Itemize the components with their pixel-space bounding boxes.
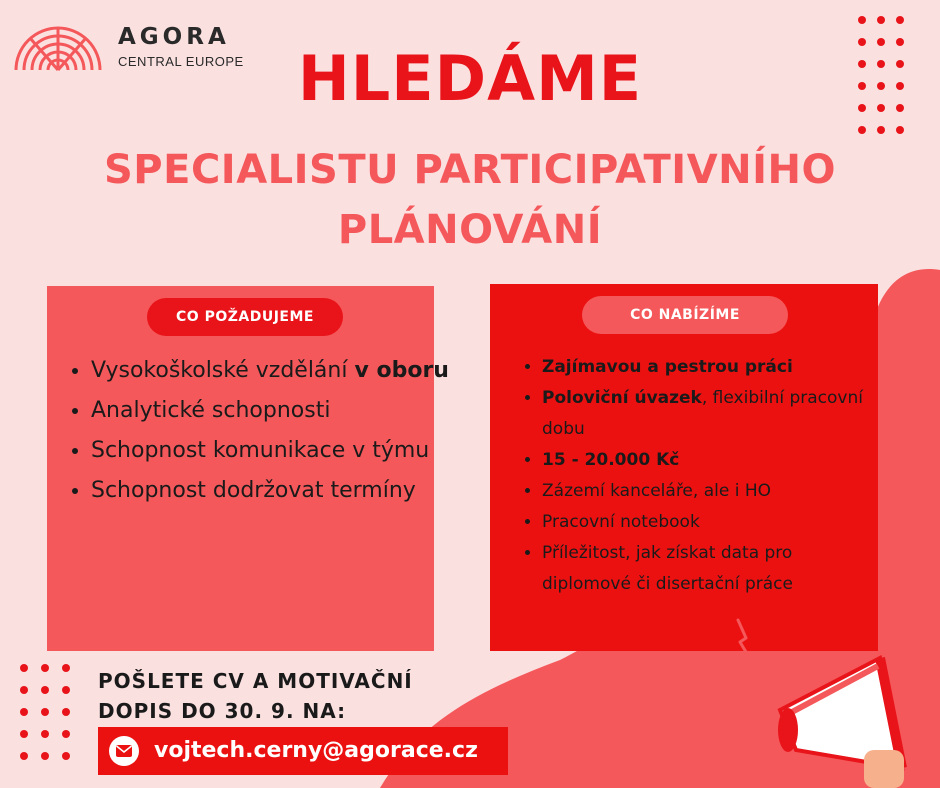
list-item: • 15 - 20.000 Kč xyxy=(542,445,882,476)
mail-icon xyxy=(108,735,140,767)
list-item: • Schopnost komunikace v týmu xyxy=(91,432,451,470)
job-title-line1: SPECIALISTU PARTICIPATIVNÍHO xyxy=(104,147,836,193)
list-item: • Zajímavou a pestrou práci xyxy=(542,352,882,383)
megaphone-icon xyxy=(680,600,940,788)
list-item: • Příležitost, jak získat data pro diplomové či disertační práce xyxy=(542,538,882,600)
list-item: • Analytické schopnosti xyxy=(91,392,451,430)
list-item: • Pracovní notebook xyxy=(542,507,882,538)
cta-line2: DOPIS DO 30. 9. NA: xyxy=(98,699,347,723)
logo-subtitle: CENTRAL EUROPE xyxy=(118,54,244,69)
list-item: • Vysokoškolské vzdělání v oboru xyxy=(91,352,451,390)
job-title xyxy=(0,140,940,260)
offer-title: CO NABÍZÍME xyxy=(582,296,788,334)
dot-grid-bottom-left xyxy=(20,664,70,760)
email-link[interactable] xyxy=(98,727,508,775)
offer-panel xyxy=(490,284,878,651)
requirements-list xyxy=(67,352,451,512)
list-item: • Schopnost dodržovat termíny xyxy=(91,472,451,510)
list-item: • Poloviční úvazek, flexibilní pracovní dobu xyxy=(542,383,882,445)
call-to-action xyxy=(98,666,458,726)
job-title-line2: PLÁNOVÁNÍ xyxy=(337,207,603,253)
requirements-panel xyxy=(47,286,449,651)
logo-title: AGORA xyxy=(118,24,230,50)
email-address[interactable]: vojtech.cerny@agorace.cz xyxy=(154,738,478,763)
cta-line1: POŠLETE CV A MOTIVAČNÍ xyxy=(98,669,413,693)
requirements-title: CO POŽADUJEME xyxy=(147,298,343,336)
page-title: HLEDÁME xyxy=(297,42,643,115)
list-item: • Zázemí kanceláře, ale i HO xyxy=(542,476,882,507)
offer-list xyxy=(520,352,882,600)
